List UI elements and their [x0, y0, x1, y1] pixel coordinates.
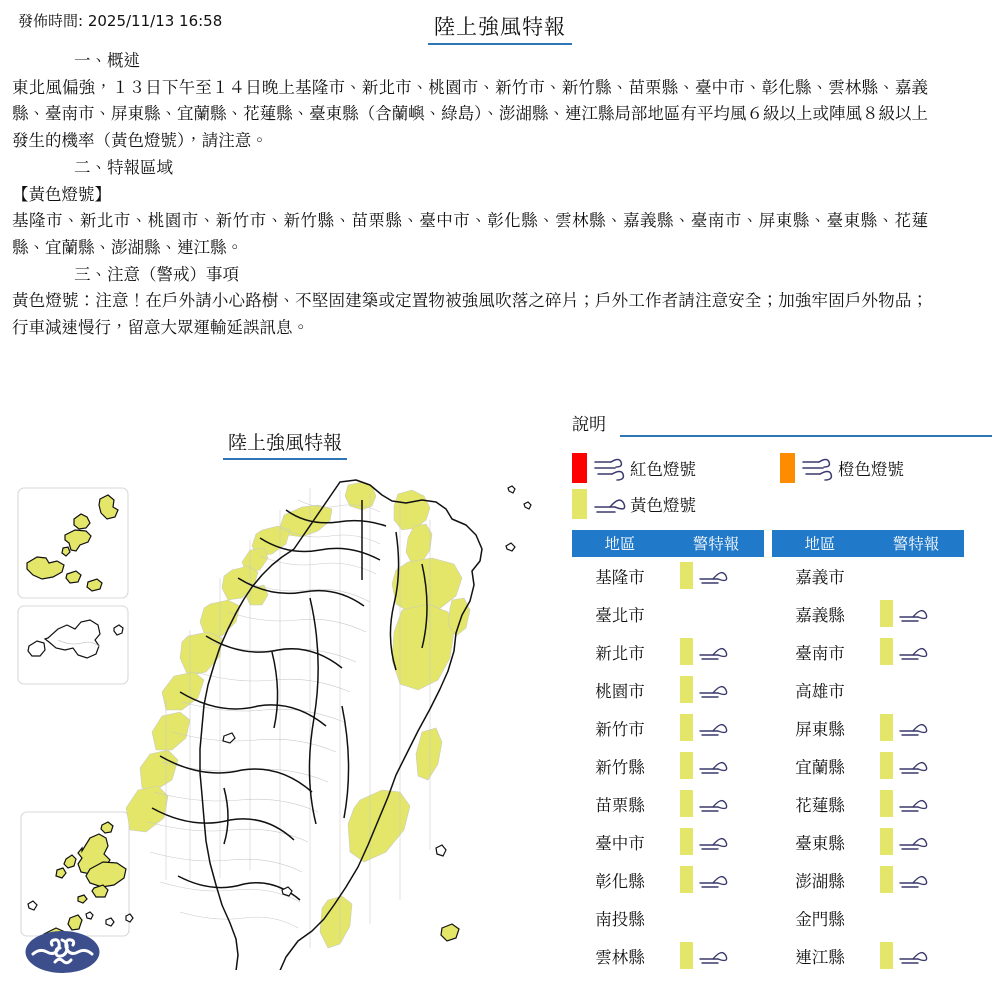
region-name: 臺東縣 [795, 833, 845, 853]
region-name: 嘉義縣 [795, 605, 845, 625]
wind-light-icon [898, 869, 929, 891]
cwa-logo [25, 928, 100, 976]
legend-row [572, 450, 992, 486]
table-row[interactable] [572, 633, 764, 671]
wind-strong-icon [801, 455, 835, 481]
legend-swatch-yellow [572, 489, 587, 519]
legend-label-orange: 橙色燈號 [838, 459, 904, 479]
taiwan-warning-map[interactable] [10, 470, 560, 970]
info-panel [572, 416, 992, 975]
alert-cell [868, 714, 964, 741]
legend-title [572, 416, 992, 440]
alert-cell [668, 942, 764, 969]
offshore-islet [508, 486, 515, 493]
region-name: 桃園市 [595, 681, 645, 701]
table-row[interactable] [772, 709, 964, 747]
region-name: 屏東縣 [795, 719, 845, 739]
table-row[interactable] [572, 671, 764, 709]
wind-light-icon [698, 679, 729, 701]
alert-swatch [680, 752, 693, 779]
legend-title-text: 說明 [572, 415, 606, 435]
wind-light-icon [698, 831, 729, 853]
region-name: 嘉義市 [795, 567, 845, 587]
wind-light-icon [698, 717, 729, 739]
alert-swatch [880, 714, 893, 741]
alert-swatch [880, 828, 893, 855]
region-name: 臺南市 [795, 643, 845, 663]
region-name: 澎湖縣 [795, 871, 845, 891]
alert-cell [868, 752, 964, 779]
alert-swatch [680, 638, 693, 665]
kinmen-inset [18, 606, 128, 684]
advisory-text-block [12, 48, 928, 342]
region-name: 臺北市 [595, 605, 645, 625]
table-row[interactable] [572, 709, 764, 747]
legend-swatch-red [572, 453, 587, 483]
alert-cell [668, 638, 764, 665]
legend-list [572, 450, 992, 522]
table-row[interactable] [572, 823, 764, 861]
matsu-inset [18, 488, 128, 598]
taiwan-main-island [126, 480, 531, 970]
alert-swatch [880, 790, 893, 817]
offshore-islet-ludao [441, 924, 459, 941]
region-name: 臺中市 [595, 833, 645, 853]
alert-cell [868, 942, 964, 969]
legend-label-red: 紅色燈號 [630, 459, 696, 479]
section-3-text: 黃色燈號：注意！在戶外請小心路樹、不堅固建築或定置物被強風吹落之碎片；戶外工作者請注意安全；加強牢固戶外物品；行車減速慢行，留意大眾運輸延誤訊息。 [12, 291, 928, 338]
alert-swatch [680, 828, 693, 855]
legend-swatch-orange [780, 453, 795, 483]
region-table-left [572, 530, 764, 975]
table-row[interactable] [572, 747, 764, 785]
alert-swatch [680, 714, 693, 741]
table-row[interactable] [772, 633, 964, 671]
region-name: 金門縣 [795, 909, 845, 929]
table-row[interactable] [772, 557, 964, 595]
offshore-islet [506, 543, 515, 551]
alert-swatch [680, 676, 693, 703]
alert-swatch [880, 866, 893, 893]
page-title [0, 14, 1000, 45]
table-body-left [572, 557, 764, 975]
alert-swatch [680, 866, 693, 893]
alert-cell [868, 600, 964, 627]
publish-time: 發佈時間: 2025/11/13 16:58 [18, 12, 223, 30]
wind-light-icon [593, 491, 627, 517]
wind-light-icon [898, 603, 929, 625]
region-name: 彰化縣 [595, 871, 645, 891]
alert-cell [668, 828, 764, 855]
section-1-text: 東北風偏強，１３日下午至１４日晚上基隆市、新北市、桃園市、新竹市、新竹縣、苗栗縣、臺中市、彰化縣、雲林縣、嘉義縣、臺南市、屏東縣、宜蘭縣、花蓮縣、臺東縣（含蘭嶼、綠島）、澎湖縣、連江縣局部地區有平均風６級以上或陣風８級以上發生的機率（黃色燈號），請注意。 [12, 77, 928, 151]
table-row[interactable] [772, 595, 964, 633]
alert-swatch [680, 942, 693, 969]
table-row[interactable] [572, 861, 764, 899]
alert-cell [668, 676, 764, 703]
wind-light-icon [898, 945, 929, 967]
table-row[interactable] [572, 595, 764, 633]
wind-light-icon [898, 641, 929, 663]
region-name: 新竹縣 [595, 757, 645, 777]
column-header-region: 地區 [804, 535, 836, 554]
legend-item-yellow[interactable] [572, 489, 780, 519]
wind-light-icon [898, 831, 929, 853]
section-2-text: 基隆市、新北市、桃園市、新竹市、新竹縣、苗栗縣、臺中市、彰化縣、雲林縣、嘉義縣、臺南市、屏東縣、臺東縣、花蓮縣、宜蘭縣、澎湖縣、連江縣。 [12, 211, 928, 258]
table-row[interactable] [572, 899, 764, 937]
map-panel [10, 410, 560, 1000]
offshore-islet [524, 502, 531, 509]
legend-item-red[interactable] [572, 453, 780, 483]
section-2-heading: 二、特報區域 [74, 157, 173, 177]
alert-cell [668, 790, 764, 817]
table-row[interactable] [772, 937, 964, 975]
table-row[interactable] [772, 747, 964, 785]
alert-swatch [880, 600, 893, 627]
warn-area-chiayi [140, 750, 178, 790]
warn-area-yunlin [152, 712, 190, 750]
alert-cell [668, 866, 764, 893]
region-table-right [772, 530, 964, 975]
warn-area-changhua [162, 672, 204, 710]
alert-swatch [880, 638, 893, 665]
region-name: 花蓮縣 [795, 795, 845, 815]
table-header-row [772, 530, 964, 557]
alert-cell [868, 790, 964, 817]
wind-light-icon [698, 869, 729, 891]
alert-swatch [680, 790, 693, 817]
wind-strong-icon [593, 455, 627, 481]
table-row[interactable] [572, 937, 764, 975]
region-name: 高雄市 [795, 681, 845, 701]
region-alert-tables [572, 530, 992, 975]
offshore-islet-lanyu [436, 845, 446, 856]
region-name: 新北市 [595, 643, 645, 663]
wind-light-icon [698, 755, 729, 777]
section-2-subheading: 【黃色燈號】 [12, 184, 111, 204]
region-name: 新竹市 [595, 719, 645, 739]
wind-light-icon [898, 755, 929, 777]
page-title-text: 陸上強風特報 [428, 14, 572, 45]
wind-light-icon [898, 793, 929, 815]
map-title [10, 428, 560, 460]
alert-cell [668, 562, 764, 589]
column-header-alert: 警特報 [692, 535, 740, 554]
region-name: 雲林縣 [595, 947, 645, 967]
legend-divider [620, 435, 992, 437]
alert-cell [668, 752, 764, 779]
legend-item-orange[interactable] [780, 453, 988, 483]
region-name: 南投縣 [595, 909, 645, 929]
wind-light-icon [698, 945, 729, 967]
wind-light-icon [898, 717, 929, 739]
region-name: 宜蘭縣 [795, 757, 845, 777]
wind-light-icon [698, 793, 729, 815]
table-row[interactable] [772, 823, 964, 861]
table-header-row [572, 530, 764, 557]
alert-cell [868, 866, 964, 893]
alert-cell [668, 714, 764, 741]
table-row[interactable] [572, 557, 764, 595]
legend-row [572, 486, 992, 522]
table-row[interactable] [772, 899, 964, 937]
column-header-region: 地區 [604, 535, 636, 554]
alert-swatch [880, 942, 893, 969]
wind-light-icon [698, 641, 729, 663]
alert-swatch [680, 562, 693, 589]
section-1-heading: 一、概述 [74, 51, 140, 70]
table-row[interactable] [772, 671, 964, 709]
region-name: 連江縣 [795, 947, 845, 967]
column-header-alert: 警特報 [892, 535, 940, 554]
legend-label-yellow: 黃色燈號 [630, 495, 696, 515]
table-row[interactable] [772, 785, 964, 823]
alert-cell [868, 638, 964, 665]
section-3-heading: 三、注意（警戒）事項 [74, 264, 239, 284]
map-title-text: 陸上強風特報 [223, 428, 347, 460]
warn-area-taitung-n [416, 728, 442, 780]
wind-light-icon [698, 565, 729, 587]
alert-swatch [880, 752, 893, 779]
table-body-right [772, 557, 964, 975]
penghu-inset [21, 812, 133, 946]
table-row[interactable] [772, 861, 964, 899]
table-row[interactable] [572, 785, 764, 823]
alert-cell [868, 828, 964, 855]
region-name: 苗栗縣 [595, 795, 645, 815]
region-name: 基隆市 [595, 567, 645, 587]
